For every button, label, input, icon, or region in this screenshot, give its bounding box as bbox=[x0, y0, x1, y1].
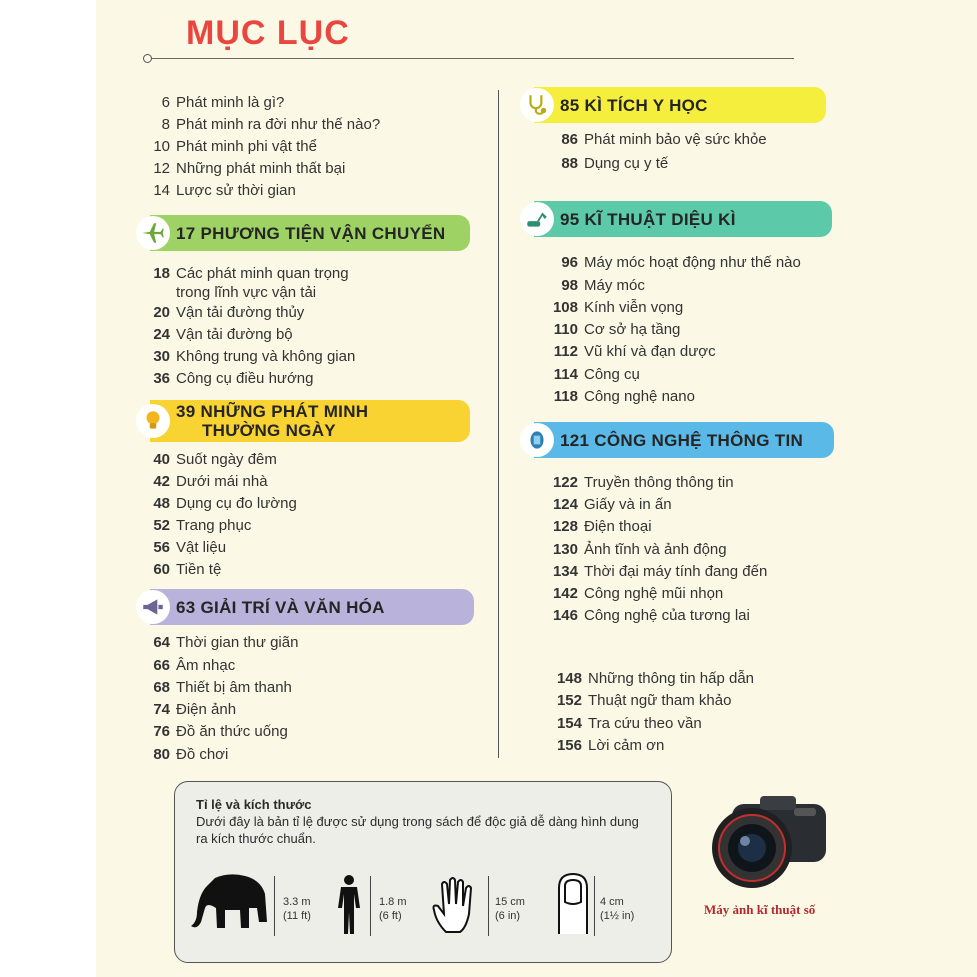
page-number: 112 bbox=[553, 343, 578, 360]
megaphone-icon bbox=[136, 590, 170, 624]
elephant-icon bbox=[185, 872, 277, 938]
page-number: 152 bbox=[556, 692, 582, 709]
toc-entry[interactable] bbox=[134, 137, 317, 156]
entry-title: Cơ sở hạ tầng bbox=[584, 321, 681, 338]
toc-entry[interactable] bbox=[536, 714, 702, 733]
toc-entry[interactable] bbox=[134, 450, 277, 469]
section-banner-entertainment[interactable] bbox=[150, 589, 474, 625]
page-number: 56 bbox=[153, 539, 170, 556]
toc-entry[interactable] bbox=[532, 130, 767, 149]
entry-title-continued: trong lĩnh vực vận tải bbox=[176, 284, 317, 301]
page-number: 66 bbox=[153, 657, 170, 674]
toc-entry[interactable] bbox=[134, 303, 304, 322]
toc-entry[interactable] bbox=[532, 253, 801, 272]
entry-title: Máy móc hoạt động như thế nào bbox=[584, 254, 801, 271]
camera-icon bbox=[702, 790, 830, 894]
entry-title: Máy móc bbox=[584, 277, 645, 294]
toc-entry[interactable] bbox=[532, 298, 683, 317]
section-title-line2: THƯỜNG NGÀY bbox=[202, 421, 336, 440]
entry-title: Vũ khí và đạn dược bbox=[584, 343, 716, 360]
entry-title: Phát minh là gì? bbox=[176, 94, 285, 111]
entry-title: Suốt ngày đêm bbox=[176, 451, 277, 468]
toc-entry[interactable] bbox=[134, 347, 355, 366]
page-number: 154 bbox=[556, 715, 582, 732]
toc-entry[interactable] bbox=[134, 722, 288, 741]
page-number: 118 bbox=[553, 388, 578, 405]
entry-title: Giấy và in ấn bbox=[584, 496, 672, 513]
entry-title: Tra cứu theo vần bbox=[588, 715, 702, 732]
page-number: 146 bbox=[552, 607, 578, 624]
entry-title: Điện ảnh bbox=[176, 701, 237, 718]
entry-title: Dụng cụ đo lường bbox=[176, 495, 297, 512]
page-number: 110 bbox=[553, 321, 578, 338]
entry-title: Đồ ăn thức uống bbox=[176, 723, 288, 740]
entry-title: Dụng cụ y tế bbox=[584, 155, 669, 172]
page-number: 74 bbox=[153, 701, 170, 718]
entry-title: Thiết bị âm thanh bbox=[176, 679, 292, 696]
hand-size: 15 cm (6 in) bbox=[495, 896, 525, 922]
entry-title: Công cụ điều hướng bbox=[176, 370, 314, 387]
page-title: MỤC LỤC bbox=[186, 14, 350, 52]
page-number: 12 bbox=[153, 160, 170, 177]
entry-title: Thời gian thư giãn bbox=[176, 634, 299, 651]
page-number: 8 bbox=[161, 116, 170, 133]
entry-title: Công nghệ nano bbox=[584, 388, 695, 405]
entry-title: Lời cảm ơn bbox=[588, 737, 665, 754]
page-number: 30 bbox=[153, 348, 170, 365]
section-banner-engineering[interactable] bbox=[534, 201, 832, 237]
page-number: 148 bbox=[556, 670, 582, 687]
entry-title: Phát minh ra đời như thế nào? bbox=[176, 116, 381, 133]
person-scale-line bbox=[370, 876, 371, 936]
entry-title: Đồ chơi bbox=[176, 746, 229, 763]
entry-title: Ảnh tĩnh và ảnh động bbox=[584, 541, 727, 558]
section-title: 95 KĨ THUẬT DIỆU KÌ bbox=[560, 209, 736, 229]
page-number: 10 bbox=[153, 138, 170, 155]
toc-entry[interactable] bbox=[134, 745, 228, 764]
entry-title: Thuật ngữ tham khảo bbox=[588, 692, 732, 709]
entry-title: Truyền thông thông tin bbox=[584, 474, 734, 491]
toc-entry[interactable] bbox=[532, 154, 668, 173]
entry-title: Điện thoại bbox=[584, 518, 652, 535]
section-banner-transport[interactable] bbox=[150, 215, 470, 251]
page-number: 108 bbox=[552, 299, 578, 316]
entry-title: Lược sử thời gian bbox=[176, 182, 296, 199]
entry-title: Công cụ bbox=[584, 366, 640, 383]
page-number: 40 bbox=[153, 451, 170, 468]
entry-title: Phát minh phi vật thể bbox=[176, 138, 317, 155]
toc-entry[interactable] bbox=[134, 369, 313, 388]
toc-entry[interactable] bbox=[134, 472, 268, 491]
toc-entry[interactable] bbox=[532, 387, 695, 406]
page-number: 14 bbox=[153, 182, 170, 199]
page-number: 64 bbox=[153, 634, 170, 651]
toc-entry[interactable] bbox=[532, 606, 750, 625]
stethoscope-icon bbox=[520, 88, 554, 122]
page-number: 48 bbox=[153, 495, 170, 512]
entry-title: Công nghệ của tương lai bbox=[584, 607, 750, 624]
toc-entry[interactable] bbox=[532, 517, 652, 536]
toc-entry[interactable] bbox=[532, 495, 672, 514]
section-title: 17 PHƯƠNG TIỆN VẬN CHUYỂN bbox=[176, 223, 446, 243]
section-title-line1: 39 NHỮNG PHÁT MINH bbox=[176, 402, 369, 421]
toc-entry[interactable] bbox=[134, 494, 297, 513]
page-number: 96 bbox=[561, 254, 578, 271]
toc-entry[interactable] bbox=[532, 342, 716, 361]
toc-entry[interactable] bbox=[134, 115, 380, 134]
toc-entry[interactable] bbox=[134, 560, 221, 579]
entry-title: Tiền tệ bbox=[176, 561, 222, 578]
toc-entry[interactable] bbox=[536, 736, 664, 755]
fingertip-scale-line bbox=[594, 876, 595, 936]
fingertip-icon bbox=[556, 872, 590, 936]
entry-title: Vận tải đường bộ bbox=[176, 326, 293, 343]
lightbulb-icon bbox=[136, 404, 170, 438]
page-number: 36 bbox=[153, 370, 170, 387]
page-number: 86 bbox=[561, 131, 578, 148]
toc-entry[interactable] bbox=[532, 320, 680, 339]
page-number: 60 bbox=[153, 561, 170, 578]
page-number: 142 bbox=[552, 585, 578, 602]
entry-title: Phát minh bảo vệ sức khỏe bbox=[584, 131, 767, 148]
entry-title: Thời đại máy tính đang đến bbox=[584, 563, 768, 580]
person-icon bbox=[334, 874, 364, 936]
entry-title: Vật liệu bbox=[176, 539, 227, 556]
toc-entry[interactable] bbox=[134, 656, 235, 675]
entry-title: Kính viễn vọng bbox=[584, 299, 684, 316]
page-number: 76 bbox=[153, 723, 170, 740]
page-number: 6 bbox=[161, 94, 170, 111]
toc-entry[interactable] bbox=[134, 678, 292, 697]
section-title: 63 GIẢI TRÍ VÀ VĂN HÓA bbox=[176, 597, 385, 617]
entry-title: Vận tải đường thủy bbox=[176, 304, 305, 321]
page-number: 156 bbox=[556, 737, 582, 754]
section-title: 121 CÔNG NGHỆ THÔNG TIN bbox=[560, 430, 804, 450]
toc-entry[interactable] bbox=[134, 700, 236, 719]
hand-scale-line bbox=[488, 876, 489, 936]
entry-title: Âm nhạc bbox=[176, 657, 236, 674]
entry-title: Công nghệ mũi nhọn bbox=[584, 585, 724, 602]
page-number: 130 bbox=[552, 541, 578, 558]
title-rule-dot bbox=[143, 54, 152, 63]
toc-entry[interactable] bbox=[134, 159, 345, 178]
page-number: 42 bbox=[153, 473, 170, 490]
toc-entry[interactable] bbox=[532, 540, 727, 559]
toc-entry[interactable] bbox=[134, 264, 349, 302]
section-title: 85 KÌ TÍCH Y HỌC bbox=[560, 95, 708, 115]
person-size: 1.8 m (6 ft) bbox=[379, 896, 407, 922]
toc-entry[interactable] bbox=[134, 538, 226, 557]
entry-title: Dưới mái nhà bbox=[176, 473, 268, 490]
airplane-icon bbox=[136, 216, 170, 250]
chip-icon bbox=[520, 423, 554, 457]
toc-entry[interactable] bbox=[134, 93, 284, 112]
page-number: 98 bbox=[561, 277, 578, 294]
page-number: 88 bbox=[561, 155, 578, 172]
toc-entry[interactable] bbox=[134, 325, 293, 344]
page-number: 80 bbox=[153, 746, 170, 763]
toc-entry[interactable] bbox=[532, 276, 645, 295]
hand-icon bbox=[430, 876, 482, 934]
page-number: 122 bbox=[552, 474, 578, 491]
fingertip-size: 4 cm (1½ in) bbox=[600, 896, 635, 922]
entry-title: Các phát minh quan trọng bbox=[176, 265, 349, 282]
entry-title: Những phát minh thất bại bbox=[176, 160, 346, 177]
camera-caption: Máy ảnh kĩ thuật số bbox=[704, 902, 816, 917]
page-number: 20 bbox=[153, 304, 170, 321]
page-number: 18 bbox=[153, 265, 170, 282]
toc-entry[interactable] bbox=[536, 691, 731, 710]
page-number: 114 bbox=[553, 366, 578, 383]
toc-entry[interactable] bbox=[532, 365, 640, 384]
entry-title: Những thông tin hấp dẫn bbox=[588, 670, 755, 687]
elephant-size: 3.3 m (11 ft) bbox=[283, 896, 311, 922]
page-number: 52 bbox=[153, 517, 170, 534]
toc-entry[interactable] bbox=[536, 669, 754, 688]
page-number: 134 bbox=[552, 563, 578, 580]
toc-entry[interactable] bbox=[134, 181, 296, 200]
toc-entry[interactable] bbox=[134, 633, 298, 652]
page-number: 128 bbox=[552, 518, 578, 535]
section-banner-medical[interactable] bbox=[534, 87, 826, 123]
toc-entry[interactable] bbox=[532, 584, 723, 603]
entry-title: Trang phục bbox=[176, 517, 252, 534]
elephant-scale-line bbox=[274, 876, 275, 936]
toc-entry[interactable] bbox=[134, 516, 251, 535]
column-divider bbox=[498, 90, 499, 758]
scale-title: Tỉ lệ và kích thước bbox=[196, 797, 312, 812]
excavator-icon bbox=[520, 202, 554, 236]
section-banner-everyday[interactable] bbox=[150, 400, 470, 442]
scale-description: Dưới đây là bản tỉ lệ được sử dụng trong sách để độc giả dễ dàng hình dung ra kích thước chuẩn. bbox=[196, 814, 639, 846]
entry-title: Không trung và không gian bbox=[176, 348, 356, 365]
page-number: 68 bbox=[153, 679, 170, 696]
page-number: 24 bbox=[153, 326, 170, 343]
title-rule bbox=[150, 58, 794, 59]
toc-entry[interactable] bbox=[532, 562, 767, 581]
section-title bbox=[176, 402, 368, 440]
section-banner-it[interactable] bbox=[534, 422, 834, 458]
page-number: 124 bbox=[552, 496, 578, 513]
toc-entry[interactable] bbox=[532, 473, 734, 492]
